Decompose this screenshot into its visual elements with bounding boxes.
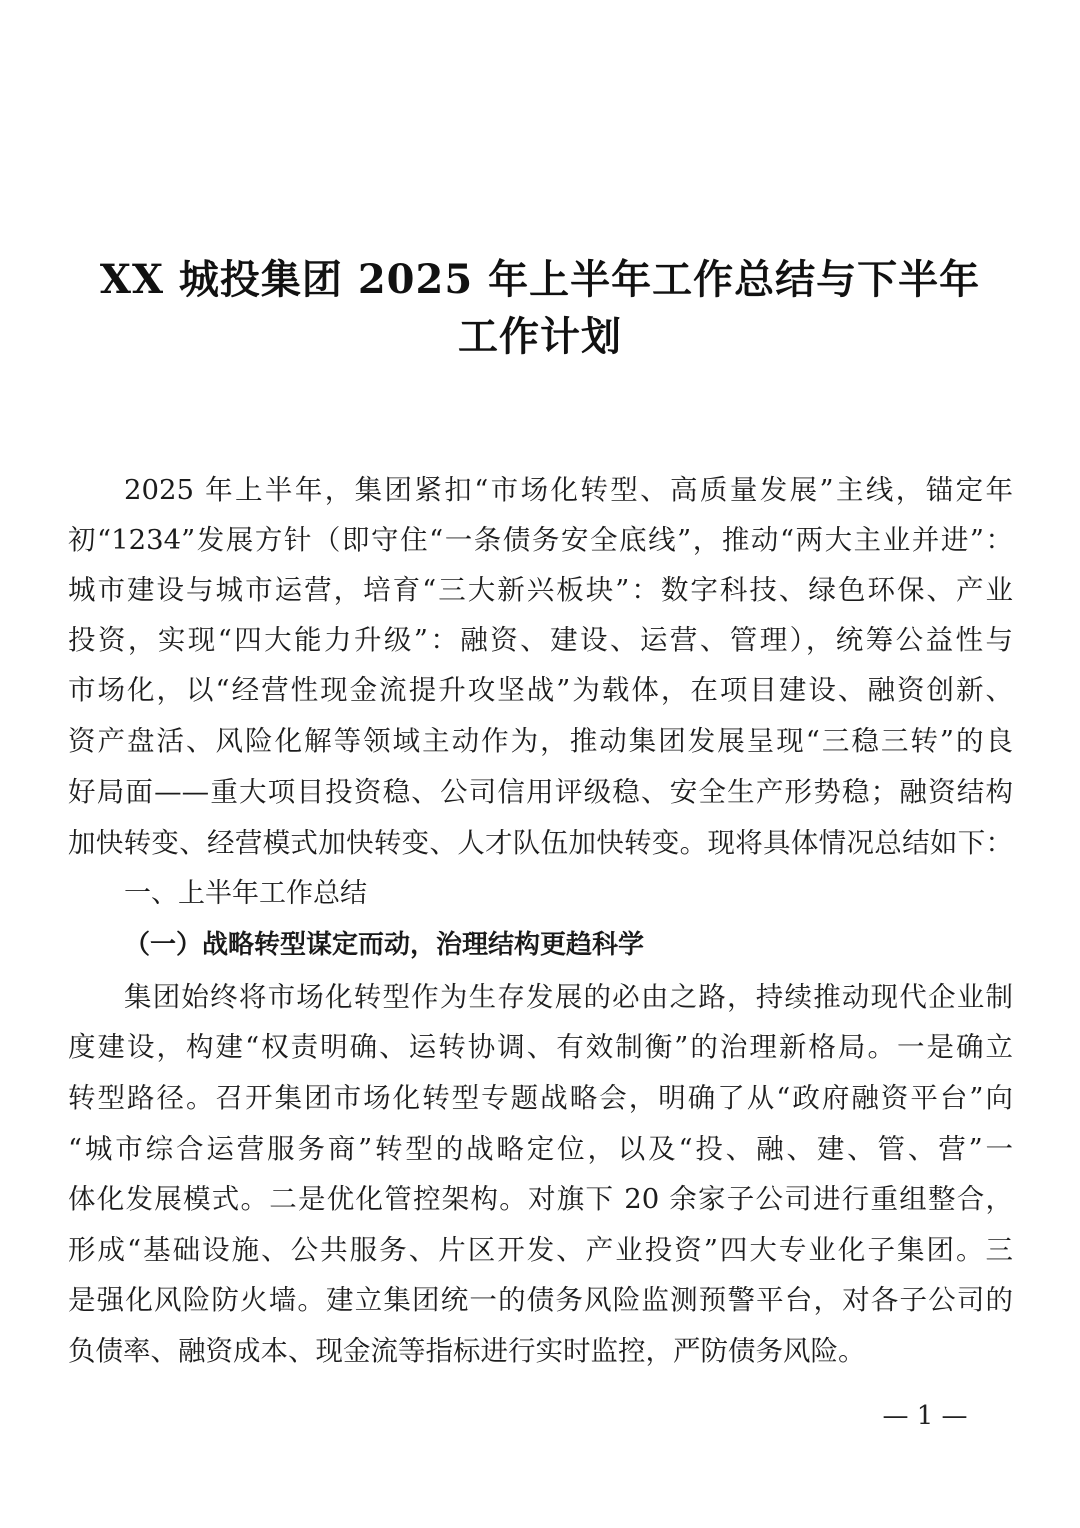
intro-line: 资产盘活、风险化解等领域主动作为，推动集团发展呈现“三稳三转”的良 [68,725,1013,757]
body-line: 体化发展模式。二是优化管控架构。对旗下 20 余家子公司进行重组整合， [68,1183,1013,1215]
intro-line: 投资，实现“四大能力升级”：融资、建设、运营、管理），统筹公益性与 [68,624,1013,656]
body-line: 转型路径。召开集团市场化转型专题战略会，明确了从“政府融资平台”向 [68,1082,1013,1114]
body-line: 负债率、融资成本、现金流等指标进行实时监控，严防债务风险。 [68,1335,866,1367]
subsection-heading: （一）战略转型谋定而动，治理结构更趋科学 [124,930,645,960]
intro-line: 城市建设与城市运营，培育“三大新兴板块”：数字科技、绿色环保、产业 [68,574,1013,606]
body-line: 是强化风险防火墙。建立集团统一的债务风险监测预警平台，对各子公司的 [68,1284,1013,1316]
intro-line: 好局面——重大项目投资稳、公司信用评级稳、安全生产形势稳；融资结构 [68,776,1013,808]
body-line: “城市综合运营服务商”转型的战略定位，以及“投、融、建、管、营”一 [68,1133,1013,1165]
body-line: 集团始终将市场化转型作为生存发展的必由之路，持续推动现代企业制 [124,981,1013,1013]
intro-line: 初“1234”发展方针（即守住“一条债务安全底线”，推动“两大主业并进”： [68,524,1013,556]
body-line: 形成“基础设施、公共服务、片区开发、产业投资”四大专业化子集团。三 [68,1234,1013,1266]
intro-line: 加快转变、经营模式加快转变、人才队伍加快转变。现将具体情况总结如下： [68,827,1013,859]
section-heading: 一、上半年工作总结 [124,878,367,909]
intro-line: 2025 年上半年，集团紧扣“市场化转型、高质量发展”主线，锚定年 [124,474,1013,506]
page-number: — 1 — [882,1401,968,1431]
intro-line: 市场化，以“经营性现金流提升攻坚战”为载体，在项目建设、融资创新、 [68,674,1013,706]
body-line: 度建设，构建“权责明确、运转协调、有效制衡”的治理新格局。一是确立 [68,1031,1013,1063]
document-title-line-1: XX 城投集团 2025 年上半年工作总结与下半年 [99,256,981,303]
document-title-line-2: 工作计划 [458,313,622,360]
